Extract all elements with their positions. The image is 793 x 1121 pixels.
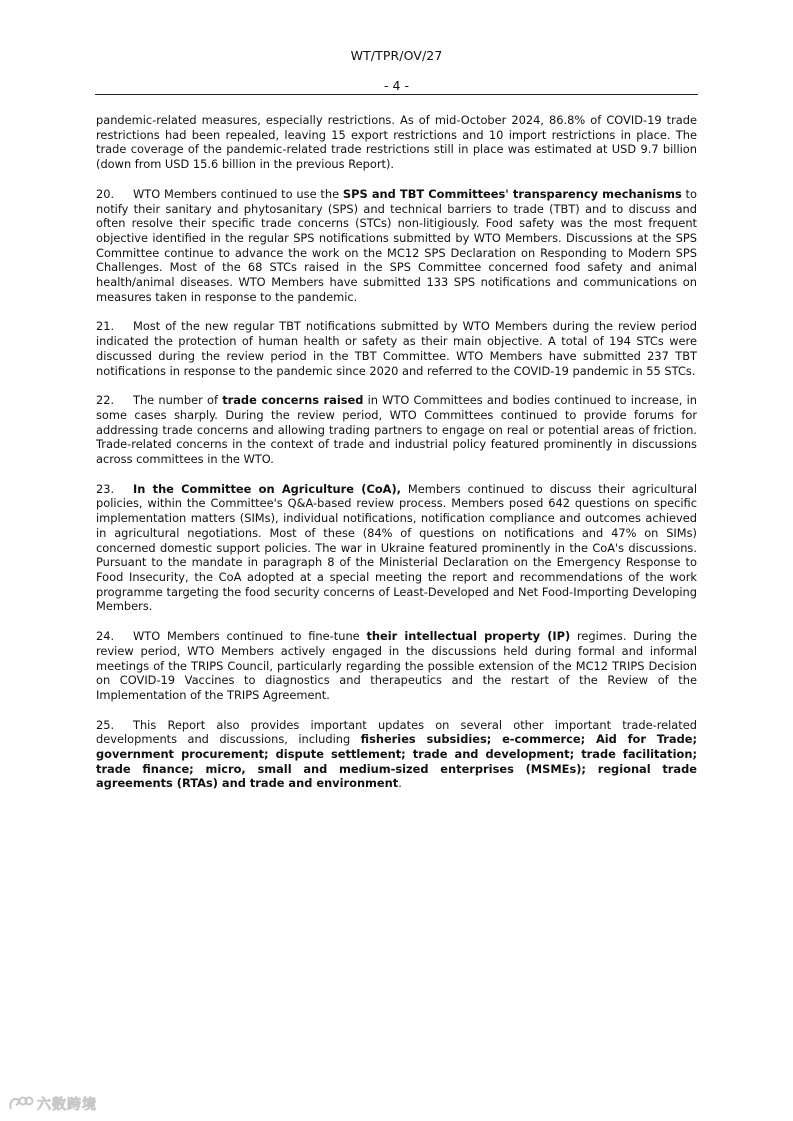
- paragraph-p22: [96, 393, 697, 467]
- text-run: in WTO Committees and bodies continued to increase, in some cases sharply. During the review period, WTO Committees continued to provide forums for addressing trade concerns and allowing trading partners to engage on real or potential areas of friction. Trade-related concerns in the context of trade and industrial policy featured prominently in discussions across committees in the WTO.: [96, 393, 697, 467]
- text-run: to notify their sanitary and phytosanitary (SPS) and technical barriers to trade (TBT) and to discuss and often resolve their specific trade concerns (STCs) non-litigiously. Food safety was the most frequent objective identified in the regular SPS notifications submitted by WTO Members. Discussions at the SPS Committee continue to advance the work on the MC12 SPS Declaration on Responding to Modern SPS Challenges. Most of the 68 STCs raised in the SPS Committee concerned food safety and animal health/animal diseases. WTO Members have submitted 133 SPS notifications and communications on measures taken in response to the pandemic.: [96, 186, 697, 304]
- header-divider: [95, 94, 698, 95]
- paragraph-number: 20.: [96, 186, 115, 201]
- watermark: [8, 1094, 97, 1114]
- text-run: Most of the new regular TBT notifications submitted by WTO Members during the review period indicated the protection of human health or safety as their main objective. A total of 194 STCs were discussed during the review period in the TBT Committee. WTO Members have submitted 237 TBT notifications in response to the pandemic since 2020 and referred to the COVID-19 pandemic in 55 STCs.: [96, 319, 697, 378]
- text-run: WTO Members continued to use the: [133, 186, 343, 201]
- text-run: regimes. During the review period, WTO Members actively engaged in the discussions held during formal and informal meetings of the TRIPS Council, particularly regarding the possible extension of the MC12 TRIPS Decision on COVID-19 Vaccines to diagnostics and therapeutics and the restart of the Review of the Implementation of the TRIPS Agreement.: [96, 629, 697, 702]
- bold-text: In the Committee on Agriculture (CoA),: [133, 481, 401, 496]
- text-run: WTO Members continued to fine-tune: [133, 629, 367, 644]
- page-number: - 4 -: [384, 78, 409, 93]
- text-run: .: [398, 776, 402, 791]
- text-run: This Report also provides important updates on several other important trade-related developments and discussions, including: [96, 717, 697, 747]
- paragraph-p23: [96, 482, 697, 614]
- bold-text: their intellectual property (IP): [366, 629, 571, 644]
- text-run: pandemic-related measures, especially restrictions. As of mid-October 2024, 86.8% of COVID-19 trade restrictions had been repealed, leaving 15 export restrictions and 10 import restrictions in place. The trade coverage of the pandemic-related trade restrictions still in place was estimated at USD 9.7 billion (down from USD 15.6 billion in the previous Report).: [96, 113, 697, 172]
- paragraph-p20: [96, 187, 697, 305]
- bold-text: SPS and TBT Committees' transparency mechanisms: [342, 186, 682, 201]
- brand-logo-icon: [8, 1094, 34, 1114]
- bold-text: fisheries subsidies; e-commerce; Aid for Trade; government procurement; dispute settlement; trade and development; trade facilitation; trade finance; micro, small and medium-sized enterprises (MSMEs); regional trade agreements (RTAs) and trade and environment: [96, 732, 698, 791]
- document-symbol: WT/TPR/OV/27: [350, 48, 443, 63]
- watermark-text: 六数跨境: [37, 1097, 97, 1113]
- paragraph-number: 25.: [96, 717, 115, 732]
- document-body: [96, 113, 697, 806]
- text-run: The number of: [133, 393, 223, 408]
- paragraph-p24: [96, 629, 697, 703]
- paragraph-number: 24.: [96, 629, 115, 644]
- text-run: Members continued to discuss their agricultural policies, within the Committee's Q&A-based review process. Members posed 642 questions on specific implementation matters (SIMs), individual notifications, notification compliance and outcomes achieved in agricultural negotiations. Most of these (84% of questions on notifications and 47% on SIMs) concerned domestic support policies. The war in Ukraine featured prominently in the CoA's discussions. Pursuant to the mandate in paragraph 8 of the Ministerial Declaration on the Emergency Response to Food Insecurity, the CoA adopted at a special meeting the report and recommendations of the work programme targeting the food security concerns of Least-Developed and Net Food-Importing Developing Members.: [96, 481, 697, 614]
- paragraph-number: 23.: [96, 481, 115, 496]
- paragraph-p25: [96, 718, 697, 792]
- paragraph-number: 22.: [96, 393, 115, 408]
- bold-text: trade concerns raised: [222, 393, 364, 408]
- paragraph-p21: [96, 319, 697, 378]
- paragraph-p-cont: [96, 113, 697, 172]
- paragraph-number: 21.: [96, 319, 115, 334]
